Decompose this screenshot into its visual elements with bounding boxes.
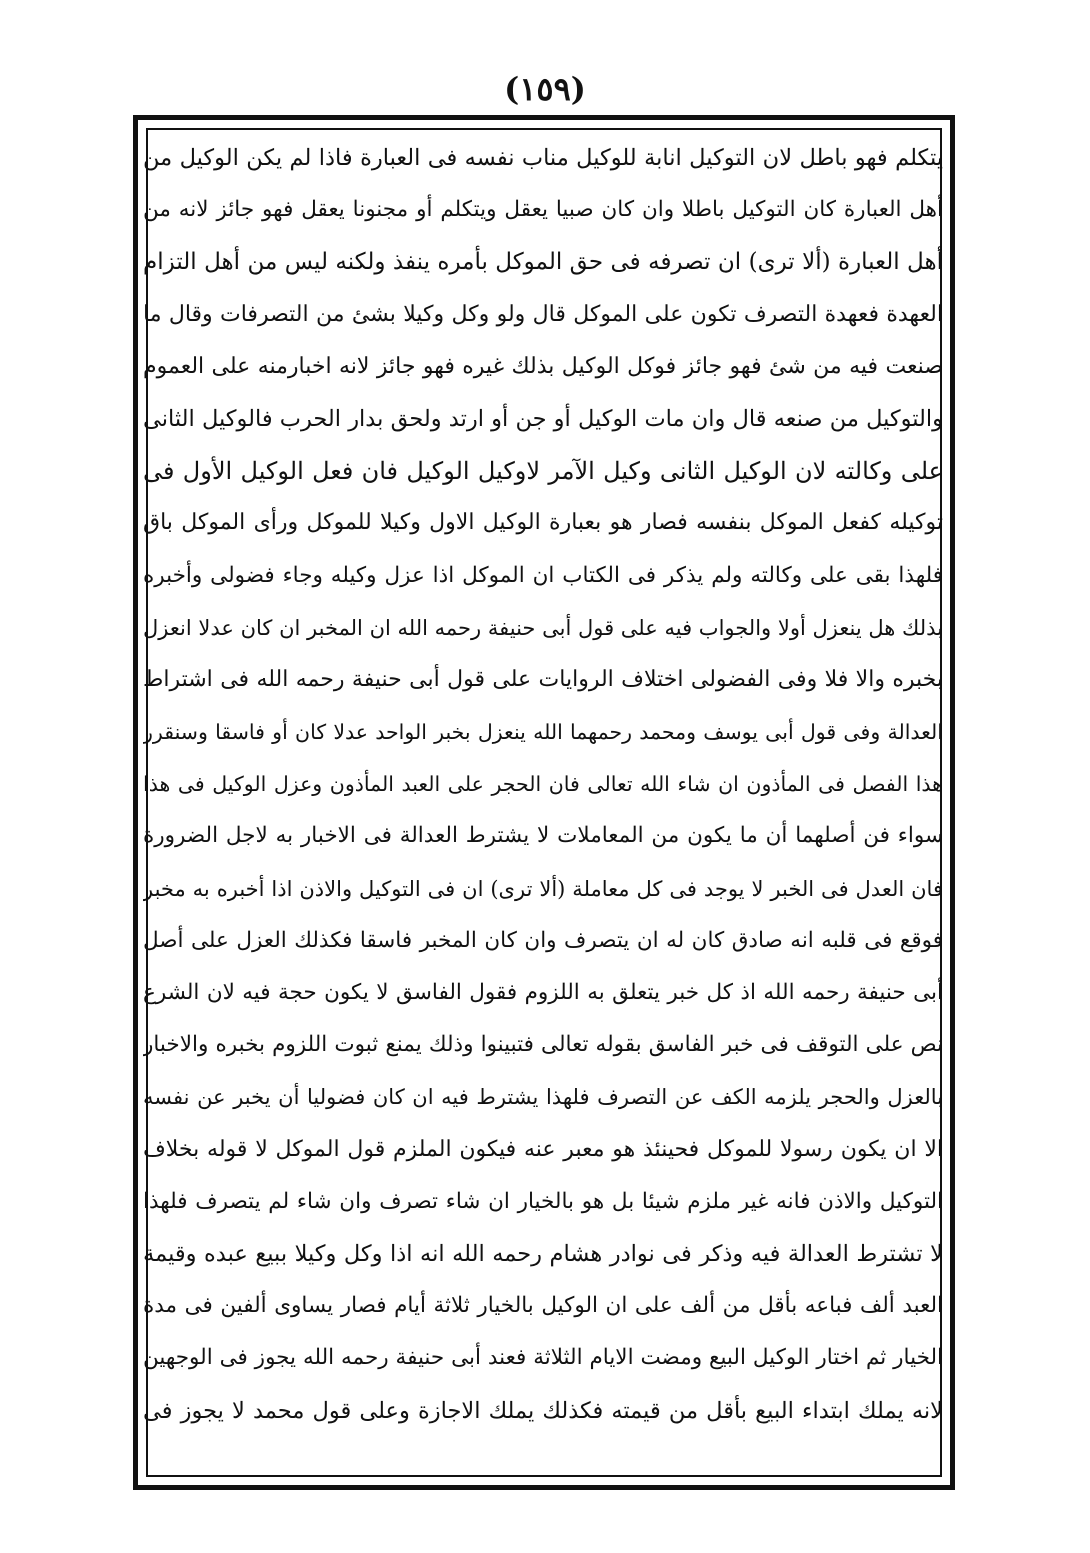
text-line: هذا الفصل فى المأذون ان شاء الله تعالى فان الحجر على العبد المأذون وعزل الوكيل فى هذا [143, 772, 943, 797]
text-line: أهل العبارة (ألا ترى) ان تصرفه فى حق الموكل بأمره ينفذ ولكنه ليس من أهل التزام [143, 249, 943, 276]
text-line: بخبره والا فلا وفى الفضولى اختلاف الروايات على قول أبى حنيفة رحمه الله فى اشتراط [143, 666, 943, 692]
text-line: سواء فن أصلهما أن ما يكون من المعاملات لا يشترط العدالة فى الاخبار به لاجل الضرورة [143, 823, 943, 849]
text-line: فلهذا بقى على وكالته ولم يذكر فى الكتاب ان الموكل اذا عزل وكيله وجاء فضولى وأخبره [143, 562, 943, 588]
text-line: بالعزل والحجر يلزمه الكف عن التصرف فلهذا يشترط فيه ان كان فضوليا أن يخبر عن نفسه [143, 1085, 943, 1110]
text-line: على وكالته لان الوكيل الثانى وكيل الآمر لاوكيل الوكيل فان فعل الوكيل الأول فى [143, 457, 943, 486]
text-line: العهدة فعهدة التصرف تكون على الموكل قال ولو وكل وكيلا بشئ من التصرفات وقال ما [143, 301, 943, 327]
text-line: نص على التوقف فى خبر الفاسق بقوله تعالى فتبينوا وذلك يمنع ثبوت اللزوم بخبره والاخبار [143, 1032, 943, 1058]
text-line: لا تشترط العدالة فيه وذكر فى نوادر هشام رحمه الله انه اذا وكل وكيلا ببيع عبده وقيمة [143, 1240, 943, 1267]
body-text [143, 132, 943, 1477]
text-line: صنعت فيه من شئ فهو جائز فوكل الوكيل بذلك غيره فهو جائز لانه اخبارمنه على العموم [143, 353, 943, 379]
text-line: أبى حنيفة رحمه الله اذ كل خبر يتعلق به اللزوم فقول الفاسق لا يكون حجة فيه لان الشرع [143, 980, 943, 1005]
text-line: فان العدل فى الخبر لا يوجد فى كل معاملة (ألا ترى) ان فى التوكيل والاذن اذا أخبره به مخبر [143, 876, 943, 901]
text-line: لانه يملك ابتداء البيع بأقل من قيمته فكذلك يملك الاجازة وعلى قول محمد لا يجوز فى [143, 1397, 943, 1424]
text-line: فوقع فى قلبه انه صادق كان له ان يتصرف وان كان المخبر فاسقا فكذلك العزل على أصل [143, 927, 943, 953]
text-line: بذلك هل ينعزل أولا والجواب فيه على قول أبى حنيفة رحمه الله ان المخبر ان كان عدلا انعزل [143, 615, 943, 640]
text-line: العدالة وفى قول أبى يوسف ومحمد رحمهما الله ينعزل بخبر الواحد عدلا كان أو فاسقا وسنقرر [143, 720, 943, 745]
text-line: أهل العبارة كان التوكيل باطلا وان كان صبيا يعقل ويتكلم أو مجنونا يعقل فهو جائز لانه من [143, 197, 943, 223]
text-line: العبد ألف فباعه بأقل من ألف على ان الوكيل بالخيار ثلاثة أيام فصار يساوى ألفين فى مدة [143, 1293, 943, 1319]
page-number: (١٥٩) [504, 70, 586, 108]
text-line: والتوكيل من صنعه قال وان مات الوكيل أو جن أو ارتد ولحق بدار الحرب فالوكيل الثانى [143, 405, 943, 432]
text-line: التوكيل والاذن فانه غير ملزم شيئا بل هو بالخيار ان شاء تصرف وان شاء لم يتصرف فلهذا [143, 1188, 943, 1214]
text-line: الا ان يكون رسولا للموكل فحينئذ هو معبر عنه فيكون الملزم قول الموكل لا قوله بخلاف [143, 1136, 943, 1162]
text-line: توكيله كفعل الموكل بنفسه فصار هو بعبارة الوكيل الاول وكيلا للموكل ورأى الموكل باق [143, 510, 943, 536]
text-line: الخيار ثم اختار الوكيل البيع ومضت الايام الثلاثة فعند أبى حنيفة رحمه الله يجوز فى الوجهين [143, 1345, 943, 1371]
text-line: يتكلم فهو باطل لان التوكيل انابة للوكيل مناب نفسه فى العبارة فاذا لم يكن الوكيل من [143, 145, 943, 171]
